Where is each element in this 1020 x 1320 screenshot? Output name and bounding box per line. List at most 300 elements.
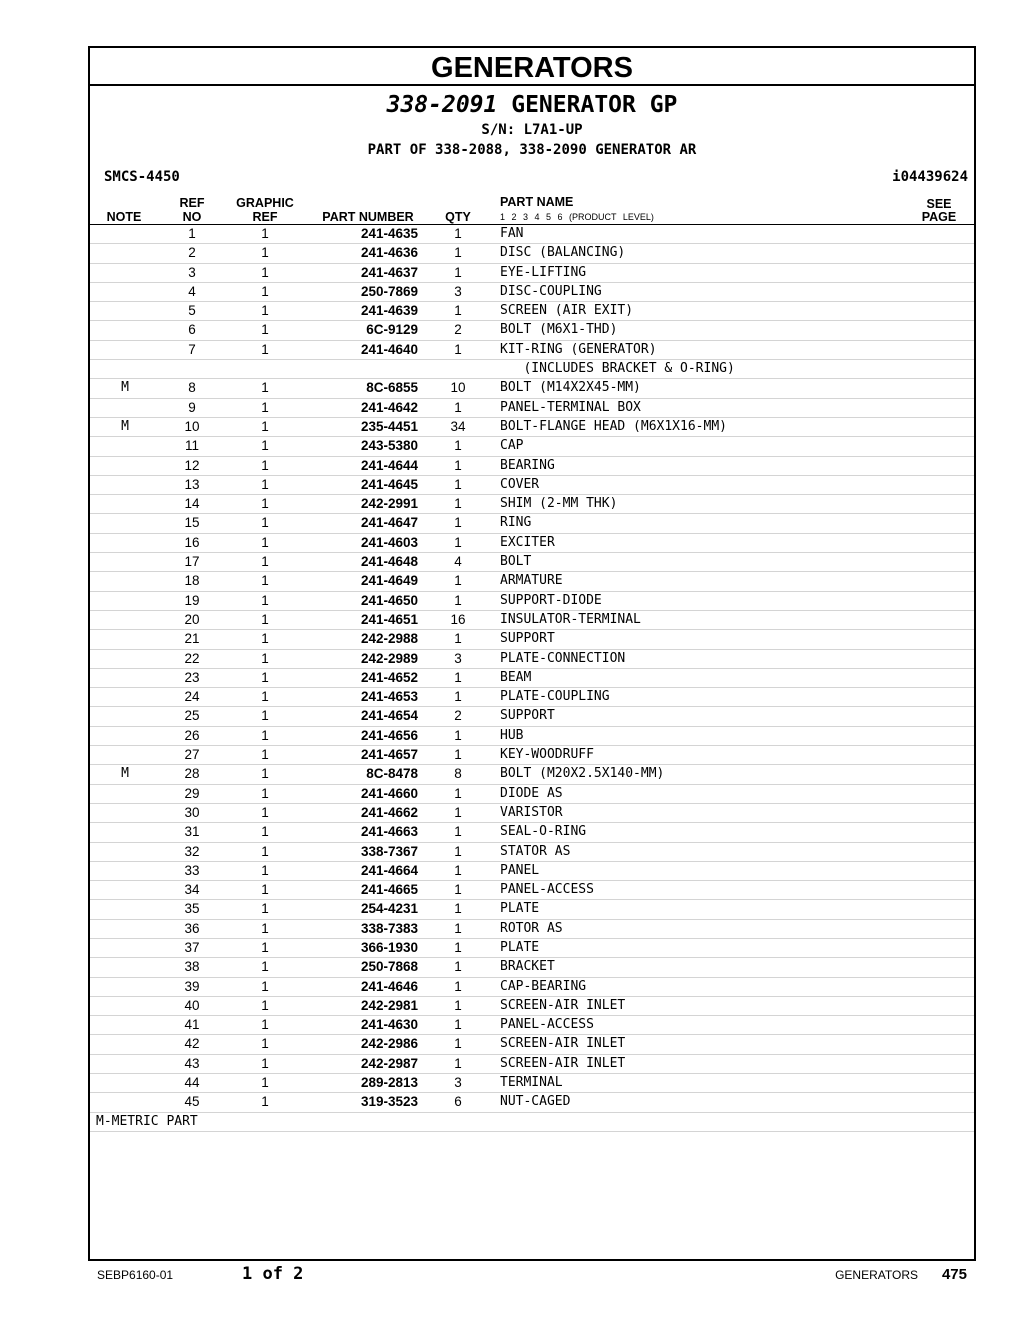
row-ref-no: 26 — [184, 727, 200, 743]
footer-page-number: 475 — [941, 1266, 967, 1283]
row-part-number: 241-4637 — [360, 264, 418, 280]
row-graphic-ref: 1 — [261, 824, 269, 840]
row-graphic-ref: 1 — [261, 843, 269, 859]
row-part-number: 241-4665 — [360, 882, 418, 898]
row-graphic-ref: 1 — [261, 1036, 269, 1052]
row-ref-no: 1 — [188, 226, 196, 241]
row-graphic-ref: 1 — [261, 901, 269, 917]
row-ref-no: 11 — [184, 438, 199, 454]
group-name: GENERATOR GP — [511, 92, 678, 118]
table-row — [90, 399, 974, 418]
part-of-line: PART OF 338-2088, 338-2090 GENERATOR AR — [367, 142, 697, 158]
row-part-number: 241-4636 — [360, 245, 418, 261]
table-row — [90, 1055, 974, 1074]
row-graphic-ref: 1 — [261, 708, 269, 724]
row-graphic-ref: 1 — [261, 283, 269, 299]
table-row — [90, 785, 974, 804]
row-part-number: 254-4231 — [360, 901, 418, 917]
col-qty: QTY — [445, 210, 471, 224]
row-qty: 1 — [454, 592, 462, 608]
row-part-number: 241-4603 — [360, 534, 418, 550]
row-graphic-ref: 1 — [261, 399, 269, 415]
row-graphic-ref: 1 — [261, 554, 269, 570]
row-qty: 2 — [454, 322, 462, 338]
row-graphic-ref: 1 — [261, 631, 269, 647]
row-graphic-ref: 1 — [261, 322, 269, 338]
table-row — [90, 727, 974, 746]
table-row — [90, 553, 974, 572]
row-ref-no: 35 — [184, 901, 200, 917]
smcs-code: SMCS-4450 — [104, 169, 180, 185]
table-row — [90, 302, 974, 321]
row-ref-no: 4 — [188, 283, 196, 299]
row-ref-no: 6 — [188, 322, 196, 338]
row-graphic-ref: 1 — [261, 245, 269, 261]
row-qty: 1 — [454, 515, 462, 531]
table-row — [90, 1016, 974, 1035]
row-graphic-ref: 1 — [261, 534, 269, 550]
row-qty: 3 — [454, 283, 462, 299]
row-part-name: ROTOR AS — [500, 920, 563, 936]
row-qty: 1 — [454, 631, 462, 647]
row-part-number: 241-4652 — [360, 669, 418, 685]
row-part-name: BOLT (M20X2.5X140-MM) — [500, 766, 665, 782]
table-row — [90, 688, 974, 707]
row-part-number: 241-4656 — [360, 727, 418, 743]
row-ref-no: 27 — [184, 747, 200, 763]
row-qty: 1 — [454, 457, 462, 473]
row-part-name: SCREEN-AIR INLET — [500, 997, 626, 1013]
row-graphic-ref: 1 — [261, 380, 269, 396]
col-part-name: PART NAME — [500, 195, 574, 209]
row-qty: 1 — [454, 689, 462, 705]
row-part-name: PLATE — [500, 939, 540, 955]
row-part-name: BEARING — [500, 457, 555, 473]
row-part-name: BOLT (M14X2X45-MM) — [500, 380, 641, 396]
row-part-number: 250-7868 — [360, 959, 418, 975]
row-ref-no: 41 — [184, 1017, 200, 1033]
row-part-name: SEAL-O-RING — [500, 824, 587, 840]
row-part-name: INSULATOR-TERMINAL — [500, 611, 641, 627]
row-part-name: BOLT (M6X1-THD) — [500, 322, 618, 338]
row-part-name: BOLT — [500, 554, 532, 570]
row-qty: 1 — [454, 476, 462, 492]
col-part-number: PART NUMBER — [322, 210, 414, 224]
row-note: M — [121, 380, 129, 396]
row-ref-no: 14 — [184, 496, 200, 512]
row-qty: 16 — [450, 611, 466, 627]
row-ref-no: 5 — [188, 303, 196, 319]
row-part-name: TERMINAL — [500, 1075, 563, 1091]
row-qty: 1 — [454, 438, 462, 454]
table-row — [90, 630, 974, 649]
row-qty: 1 — [454, 245, 462, 261]
row-ref-no: 39 — [184, 978, 200, 994]
row-qty: 1 — [454, 882, 462, 898]
row-graphic-ref: 1 — [261, 457, 269, 473]
row-qty: 1 — [454, 747, 462, 763]
table-row — [90, 823, 974, 842]
row-ref-no: 19 — [184, 592, 200, 608]
row-ref-no: 43 — [184, 1055, 200, 1071]
serial-number: S/N: L7A1-UP — [481, 122, 583, 138]
row-part-number: 8C-8478 — [366, 766, 418, 782]
row-graphic-ref: 1 — [261, 669, 269, 685]
row-part-name: PLATE — [500, 901, 540, 917]
row-part-number: 8C-6855 — [366, 380, 418, 396]
row-part-number: 289-2813 — [360, 1075, 418, 1091]
row-note: M — [121, 418, 129, 434]
row-part-number: 319-3523 — [360, 1094, 418, 1110]
row-graphic-ref: 1 — [261, 747, 269, 763]
row-part-name: SHIM (2-MM THK) — [500, 496, 618, 512]
table-row — [90, 476, 974, 495]
row-qty: 1 — [454, 264, 462, 280]
row-ref-no: 24 — [184, 689, 200, 705]
group-title — [90, 92, 974, 118]
row-qty: 1 — [454, 939, 462, 955]
row-part-name: VARISTOR — [500, 804, 563, 820]
row-part-number: 6C-9129 — [366, 322, 418, 338]
table-row — [90, 457, 974, 476]
row-ref-no: 30 — [184, 804, 200, 820]
row-ref-no: 9 — [188, 399, 196, 415]
row-ref-no: 7 — [188, 341, 196, 357]
row-qty: 1 — [454, 496, 462, 512]
row-part-name: PANEL-TERMINAL BOX — [500, 399, 641, 415]
row-part-number: 241-4647 — [360, 515, 418, 531]
row-part-name: KEY-WOODRUFF — [500, 747, 594, 763]
row-qty: 1 — [454, 978, 462, 994]
row-ref-no: 18 — [184, 573, 200, 589]
row-ref-no: 33 — [184, 862, 200, 878]
row-part-number: 338-7367 — [360, 843, 418, 859]
row-qty: 1 — [454, 303, 462, 319]
table-row — [90, 341, 974, 360]
row-part-name: HUB — [500, 727, 524, 743]
row-part-number: 241-4644 — [360, 457, 418, 473]
table-row — [90, 900, 974, 919]
row-part-number: 242-2991 — [360, 496, 418, 512]
row-qty: 1 — [454, 399, 462, 415]
table-row — [90, 862, 974, 881]
table-row — [90, 958, 974, 977]
row-ref-no: 32 — [184, 843, 200, 859]
table-row — [90, 1035, 974, 1054]
row-graphic-ref: 1 — [261, 476, 269, 492]
row-part-name: PANEL-ACCESS — [500, 1017, 594, 1033]
row-part-name: SCREEN (AIR EXIT) — [500, 303, 634, 319]
table-row — [90, 264, 974, 283]
row-qty: 1 — [454, 1055, 462, 1071]
row-part-number: 242-2987 — [360, 1055, 418, 1071]
row-ref-no: 36 — [184, 920, 200, 936]
row-ref-no: 29 — [184, 785, 200, 801]
row-part-number: 241-4648 — [360, 554, 418, 570]
col-graphic-top: GRAPHIC — [236, 196, 294, 210]
row-graphic-ref: 1 — [261, 727, 269, 743]
table-row — [90, 1093, 974, 1112]
row-part-name: DIODE AS — [500, 785, 563, 801]
row-part-number: 242-2981 — [360, 997, 418, 1013]
row-note: M — [121, 766, 129, 782]
row-ref-no: 44 — [184, 1075, 200, 1091]
col-note: NOTE — [106, 210, 142, 224]
table-row — [90, 1074, 974, 1093]
row-graphic-ref: 1 — [261, 592, 269, 608]
parts-table-body — [90, 225, 974, 1132]
footer-section: GENERATORS — [835, 1268, 918, 1282]
row-qty: 1 — [454, 824, 462, 840]
row-ref-no: 28 — [184, 766, 200, 782]
col-see-top: SEE — [926, 197, 952, 211]
table-row — [90, 592, 974, 611]
table-row — [90, 321, 974, 340]
row-qty: 1 — [454, 669, 462, 685]
table-row — [90, 418, 974, 437]
row-qty: 8 — [454, 766, 462, 782]
row-part-number: 241-4635 — [360, 226, 418, 241]
row-ref-no: 23 — [184, 669, 200, 685]
row-graphic-ref: 1 — [261, 418, 269, 434]
row-qty: 1 — [454, 1036, 462, 1052]
row-ref-no: 20 — [184, 611, 200, 627]
row-graphic-ref: 1 — [261, 1094, 269, 1110]
row-ref-no: 16 — [184, 534, 200, 550]
row-part-name: BOLT-FLANGE HEAD (M6X1X16-MM) — [500, 418, 727, 434]
table-row — [90, 843, 974, 862]
row-graphic-ref: 1 — [261, 939, 269, 955]
row-ref-no: 40 — [184, 997, 200, 1013]
row-ref-no: 3 — [188, 264, 196, 280]
table-row — [90, 437, 974, 456]
row-qty: 3 — [454, 650, 462, 666]
table-row — [90, 997, 974, 1016]
row-part-number: 241-4630 — [360, 1017, 418, 1033]
row-ref-no: 38 — [184, 959, 200, 975]
row-part-number: 241-4664 — [360, 862, 418, 878]
row-qty: 1 — [454, 997, 462, 1013]
row-part-name: (INCLUDES BRACKET & O-RING) — [500, 361, 735, 377]
row-part-name: DISC (BALANCING) — [500, 245, 626, 261]
row-qty: 1 — [454, 804, 462, 820]
row-graphic-ref: 1 — [261, 496, 269, 512]
row-ref-no: 31 — [184, 824, 200, 840]
table-row — [90, 669, 974, 688]
row-qty: 1 — [454, 920, 462, 936]
table-row — [90, 244, 974, 263]
row-part-name: DISC-COUPLING — [500, 283, 602, 299]
table-row — [90, 804, 974, 823]
row-graphic-ref: 1 — [261, 264, 269, 280]
row-part-name: COVER — [500, 476, 540, 492]
row-graphic-ref: 1 — [261, 804, 269, 820]
row-part-name: PLATE-COUPLING — [500, 689, 610, 705]
row-part-name: BRACKET — [500, 959, 555, 975]
table-row — [90, 225, 974, 244]
row-graphic-ref: 1 — [261, 689, 269, 705]
table-row — [90, 495, 974, 514]
row-qty: 1 — [454, 959, 462, 975]
row-part-number: 241-4657 — [360, 747, 418, 763]
row-qty: 1 — [454, 862, 462, 878]
row-part-name: SCREEN-AIR INLET — [500, 1055, 626, 1071]
row-qty: 1 — [454, 534, 462, 550]
row-part-number: 250-7869 — [360, 283, 418, 299]
metric-footnote — [90, 1113, 974, 1132]
row-part-name: PANEL-ACCESS — [500, 882, 594, 898]
table-row — [90, 534, 974, 553]
footer-page-of: 1 of 2 — [242, 1264, 304, 1284]
illustration-id: i04439624 — [892, 169, 968, 185]
row-ref-no: 37 — [184, 939, 200, 955]
row-graphic-ref: 1 — [261, 920, 269, 936]
row-part-name: SCREEN-AIR INLET — [500, 1036, 626, 1052]
row-part-name: KIT-RING (GENERATOR) — [500, 341, 657, 357]
row-graphic-ref: 1 — [261, 650, 269, 666]
table-row — [90, 881, 974, 900]
table-row — [90, 920, 974, 939]
row-graphic-ref: 1 — [261, 997, 269, 1013]
row-part-number: 235-4451 — [360, 418, 418, 434]
row-graphic-ref: 1 — [261, 766, 269, 782]
row-graphic-ref: 1 — [261, 1055, 269, 1071]
row-qty: 1 — [454, 573, 462, 589]
group-part-number: 338-2091 — [386, 92, 498, 118]
row-graphic-ref: 1 — [261, 438, 269, 454]
row-graphic-ref: 1 — [261, 226, 269, 241]
row-part-name: CAP — [500, 438, 524, 454]
row-part-name: ARMATURE — [500, 573, 563, 589]
table-row — [90, 978, 974, 997]
row-part-name: SUPPORT — [500, 708, 555, 724]
row-part-number: 366-1930 — [360, 939, 418, 955]
row-graphic-ref: 1 — [261, 515, 269, 531]
table-row — [90, 707, 974, 726]
row-part-number: 241-4653 — [360, 689, 418, 705]
row-qty: 34 — [450, 418, 466, 434]
table-row — [90, 765, 974, 784]
table-row — [90, 514, 974, 533]
row-ref-no: 25 — [184, 708, 200, 724]
table-row — [90, 939, 974, 958]
row-ref-no: 17 — [184, 554, 200, 570]
row-ref-no: 22 — [184, 650, 200, 666]
row-part-name: RING — [500, 515, 532, 531]
row-part-name: PANEL — [500, 862, 540, 878]
col-ref-bottom: NO — [182, 210, 202, 224]
row-part-number: 241-4639 — [360, 303, 418, 319]
col-product-level: 1 2 3 4 5 6 (PRODUCT LEVEL) — [500, 212, 654, 222]
row-ref-no: 2 — [188, 245, 196, 261]
parts-page-frame — [88, 46, 976, 1261]
table-row — [90, 283, 974, 302]
row-part-number: 241-4651 — [360, 611, 418, 627]
row-ref-no: 15 — [184, 515, 200, 531]
row-qty: 1 — [454, 727, 462, 743]
row-graphic-ref: 1 — [261, 862, 269, 878]
row-qty: 1 — [454, 785, 462, 801]
row-qty: 2 — [454, 708, 462, 724]
table-column-header — [90, 194, 974, 225]
row-part-number: 241-4662 — [360, 804, 418, 820]
row-qty: 3 — [454, 1075, 462, 1091]
row-part-number: 241-4646 — [360, 978, 418, 994]
row-part-number: 241-4649 — [360, 573, 418, 589]
row-part-name: STATOR AS — [500, 843, 571, 859]
row-part-name: EYE-LIFTING — [500, 264, 587, 280]
table-row — [90, 611, 974, 630]
row-ref-no: 12 — [184, 457, 200, 473]
row-part-name: EXCITER — [500, 534, 555, 550]
row-part-name: BEAM — [500, 669, 532, 685]
row-qty: 10 — [450, 380, 466, 396]
row-graphic-ref: 1 — [261, 1017, 269, 1033]
row-qty: 1 — [454, 843, 462, 859]
row-qty: 4 — [454, 554, 462, 570]
row-qty: 1 — [454, 226, 462, 241]
section-title: GENERATORS — [90, 48, 974, 86]
row-graphic-ref: 1 — [261, 611, 269, 627]
row-graphic-ref: 1 — [261, 573, 269, 589]
footer-document-id: SEBP6160-01 — [97, 1268, 174, 1282]
footnote-text: M-METRIC PART — [96, 1113, 198, 1129]
row-part-name: PLATE-CONNECTION — [500, 650, 626, 666]
row-ref-no: 45 — [184, 1094, 200, 1110]
row-ref-no: 21 — [184, 631, 200, 647]
row-part-number: 242-2986 — [360, 1036, 418, 1052]
col-see-bottom: PAGE — [921, 210, 957, 224]
row-qty: 6 — [454, 1094, 462, 1110]
col-ref-top: REF — [179, 196, 205, 210]
row-part-number: 338-7383 — [360, 920, 418, 936]
row-part-name: FAN — [500, 226, 524, 241]
row-part-number: 241-4645 — [360, 476, 418, 492]
row-ref-no: 13 — [184, 476, 200, 492]
table-row — [90, 379, 974, 398]
row-part-name: SUPPORT — [500, 631, 555, 647]
row-part-name: SUPPORT-DIODE — [500, 592, 602, 608]
row-part-number: 242-2988 — [360, 631, 418, 647]
row-part-number: 241-4642 — [360, 399, 418, 415]
row-part-number: 241-4663 — [360, 824, 418, 840]
row-part-number: 241-4640 — [360, 341, 418, 357]
row-graphic-ref: 1 — [261, 785, 269, 801]
row-qty: 1 — [454, 341, 462, 357]
table-row — [90, 572, 974, 591]
table-row — [90, 746, 974, 765]
row-graphic-ref: 1 — [261, 1075, 269, 1091]
row-part-number: 242-2989 — [360, 650, 418, 666]
row-ref-no: 34 — [184, 882, 200, 898]
row-graphic-ref: 1 — [261, 978, 269, 994]
row-graphic-ref: 1 — [261, 882, 269, 898]
row-part-number: 243-5380 — [360, 438, 418, 454]
row-qty: 1 — [454, 1017, 462, 1033]
row-part-number: 241-4660 — [360, 785, 418, 801]
col-graphic-bottom: REF — [252, 210, 278, 224]
table-row — [90, 650, 974, 669]
row-qty: 1 — [454, 901, 462, 917]
row-graphic-ref: 1 — [261, 959, 269, 975]
row-ref-no: 42 — [184, 1036, 200, 1052]
table-row — [90, 360, 974, 379]
row-part-name: CAP-BEARING — [500, 978, 587, 994]
row-part-name: NUT-CAGED — [500, 1094, 571, 1110]
row-part-number: 241-4654 — [360, 708, 418, 724]
row-graphic-ref: 1 — [261, 341, 269, 357]
row-ref-no: 10 — [184, 418, 200, 434]
